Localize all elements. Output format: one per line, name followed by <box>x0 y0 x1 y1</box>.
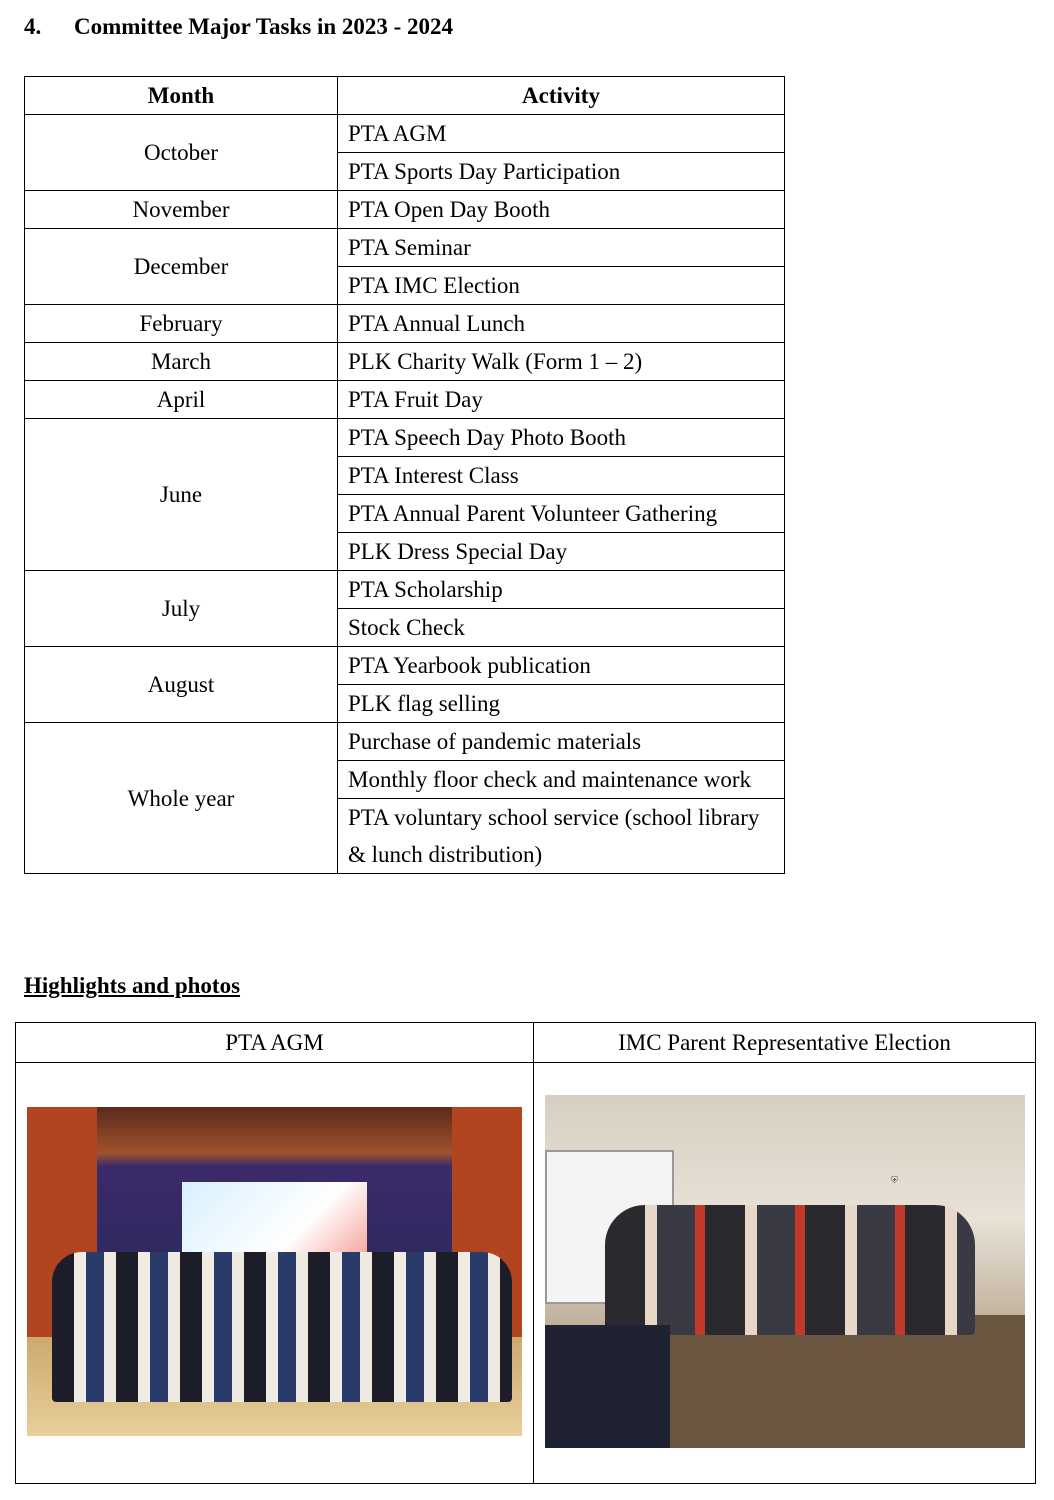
activity-cell: PTA Scholarship <box>338 571 785 609</box>
photo-caption-agm: PTA AGM <box>16 1023 534 1063</box>
activity-cell: Monthly floor check and maintenance work <box>338 761 785 799</box>
group-of-people <box>52 1252 512 1402</box>
month-cell: Whole year <box>25 723 338 874</box>
photos-header-row <box>16 1023 1036 1063</box>
section-heading <box>24 14 453 40</box>
activity-cell: Purchase of pandemic materials <box>338 723 785 761</box>
ballot-box <box>545 1325 670 1448</box>
month-cell: October <box>25 115 338 191</box>
month-cell: December <box>25 229 338 305</box>
tasks-table <box>24 76 785 874</box>
table-row <box>25 381 785 419</box>
section-number: 4. <box>24 14 42 39</box>
photo-cell-agm <box>16 1063 534 1484</box>
activity-cell: PTA Open Day Booth <box>338 191 785 229</box>
activity-header: Activity <box>338 77 785 115</box>
table-row <box>25 647 785 685</box>
highlights-title: Highlights and photos <box>24 973 241 998</box>
table-row <box>25 305 785 343</box>
month-header: Month <box>25 77 338 115</box>
month-cell: April <box>25 381 338 419</box>
activity-cell: PTA Sports Day Participation <box>338 153 785 191</box>
activity-cell: PTA Seminar <box>338 229 785 267</box>
activity-cell: PTA Fruit Day <box>338 381 785 419</box>
school-sign-logo: ⛨ <box>891 1175 899 1185</box>
activity-cell: PLK Dress Special Day <box>338 533 785 571</box>
table-row <box>25 191 785 229</box>
activity-cell: PLK flag selling <box>338 685 785 723</box>
activity-cell: PTA Yearbook publication <box>338 647 785 685</box>
table-row <box>25 571 785 609</box>
group-of-people <box>605 1205 975 1335</box>
table-header-row <box>25 77 785 115</box>
month-cell: July <box>25 571 338 647</box>
section-title: Committee Major Tasks in 2023 - 2024 <box>74 14 454 39</box>
table-row <box>25 419 785 457</box>
activity-cell: PLK Charity Walk (Form 1 – 2) <box>338 343 785 381</box>
table-row <box>25 229 785 267</box>
activity-cell: PTA Annual Parent Volunteer Gathering <box>338 495 785 533</box>
activity-cell: PTA IMC Election <box>338 267 785 305</box>
month-cell: August <box>25 647 338 723</box>
activity-cell: PTA voluntary school service (school library & lunch distribution) <box>338 799 785 874</box>
photos-table <box>15 1022 1036 1484</box>
photos-row <box>16 1063 1036 1484</box>
activity-cell: PTA Speech Day Photo Booth <box>338 419 785 457</box>
month-cell: March <box>25 343 338 381</box>
table-row <box>25 723 785 761</box>
photo-caption-imc: IMC Parent Representative Election <box>534 1023 1036 1063</box>
imc-election-photo <box>545 1095 1025 1448</box>
table-row <box>25 115 785 153</box>
activity-cell: PTA Annual Lunch <box>338 305 785 343</box>
activity-cell: PTA AGM <box>338 115 785 153</box>
month-cell: November <box>25 191 338 229</box>
activity-cell: PTA Interest Class <box>338 457 785 495</box>
month-cell: June <box>25 419 338 571</box>
activity-cell: Stock Check <box>338 609 785 647</box>
photo-cell-imc <box>534 1063 1036 1484</box>
month-cell: February <box>25 305 338 343</box>
table-row <box>25 343 785 381</box>
agm-photo <box>27 1107 522 1436</box>
